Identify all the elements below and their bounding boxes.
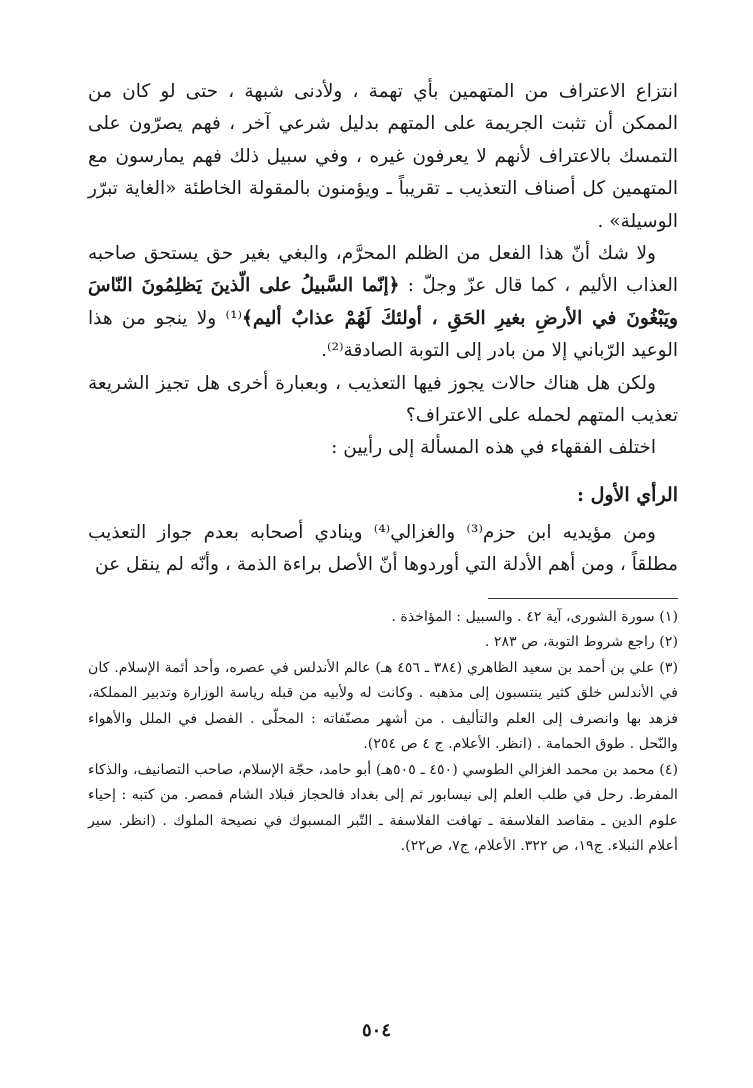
paragraph-disagreement: اختلف الفقهاء في هذه المسألة إلى رأيين : bbox=[331, 437, 656, 459]
section-heading: الرأي الأول : bbox=[576, 483, 678, 506]
paragraph-2-text: ولا شك أنّ هذا الفعل من الظلم المحرَّم، والبغي بغير حق يستحق صاحبه العذاب الأليم ، كما قال عزّ وجلّ : bbox=[88, 243, 678, 297]
paragraph-1: انتزاع الاعتراف من المتهمين بأي تهمة ، ولأدنى شبهة ، حتى لو كان من الممكن أن تثبت الجريمة على المتهم بدليل شرعي آخر ، فهم يصرّون على التمسك بالاعتراف لأنهم لا يعرفون غيره ، وفي سبيل ذلك فهم يمارسون مع المتهمين كل أصناف التعذيب ـ تقريباً ـ ويؤمنون بالمقولة الخاطئة «الغاية تبرّر الوسيلة» . bbox=[88, 81, 678, 232]
page-number: ٥٠٤ bbox=[361, 1020, 391, 1041]
quran-verse: ﴿إنّما السَّبيلُ على الّذينَ يَظلِمُونَ النّاسَ ويَبْغُونَ في الأرضِ بغيرِ الحَقِ ، أولئكَ لَهُمْ عذابٌ أليم﴾ bbox=[88, 275, 678, 329]
footnote-1: (١) سورة الشورى، آية ٤٢ . والسبيل : المؤاخذة . bbox=[391, 608, 678, 625]
footnote-2: (٢) راجع شروط التوبة، ص ٢٨٣ . bbox=[484, 634, 678, 651]
footnotes bbox=[88, 605, 678, 860]
footnote-4: (٤) محمد بن محمد الغزالي الطوسي (٤٥٠ ـ ٥٠٥هـ) أبو حامد، حجّة الإسلام، صاحب التصانيف، والذكاء المفرط. رحل في طلب العلم إلى نيسابور ثم إلى بغداد فالحجاز فبلاد الشام فمصر. من كتبه : إحياء علوم الدين ـ مقاصد الفلاسفة ـ تهافت الفلاسفة ـ التّبر المسبوك في نصيحة الملوك . (انظر. سير أعلام النبلاء. ج١٩، ص ٣٢٢. الأعلام، ج٧، ص٢٢). bbox=[88, 761, 678, 855]
footnote-divider bbox=[488, 598, 678, 599]
paragraph-first-opinion: ومن مؤيديه ابن حزم⁽³⁾ والغزالي⁽⁴⁾ وينادي أصحابه بعدم جواز التعذيب مطلقاً ، ومن أهم الأدلة التي أوردوها أنّ الأصل براءة الذمة ، وأنّه لم ينقل عن bbox=[88, 521, 678, 576]
paragraph-2-continuation: ⁽¹⁾ ولا ينجو من هذا الوعيد الرّباني إلا من بادر إلى التوبة الصادقة⁽²⁾. bbox=[88, 307, 678, 362]
paragraph-question: ولكن هل هناك حالات يجوز فيها التعذيب ، وبعبارة أخرى هل تجيز الشريعة تعذيب المتهم لحمله على الاعتراف؟ bbox=[88, 372, 678, 427]
paragraph-2 bbox=[88, 238, 678, 368]
page-body bbox=[88, 76, 678, 860]
footnote-3: (٣) علي بن أحمد بن سعيد الظاهري (٣٨٤ ـ ٤٥٦ هـ) عالم الأندلس في عصره، وأحد أئمة الإسلام. كان في الأندلس خلق كثير ينتسبون إلى مذهبه . وكانت له ولأبيه من قبله رياسة الوزارة وتدبير المملكة، فزهد بها وانصرف إلى العلم والتأليف . من أشهر مصنّفاته : المحلّى . الفصل في الملل والأهواء والنّحل . طوق الحمامة . (انظر. الأعلام. ج ٤ ص ٢٥٤). bbox=[88, 659, 678, 753]
